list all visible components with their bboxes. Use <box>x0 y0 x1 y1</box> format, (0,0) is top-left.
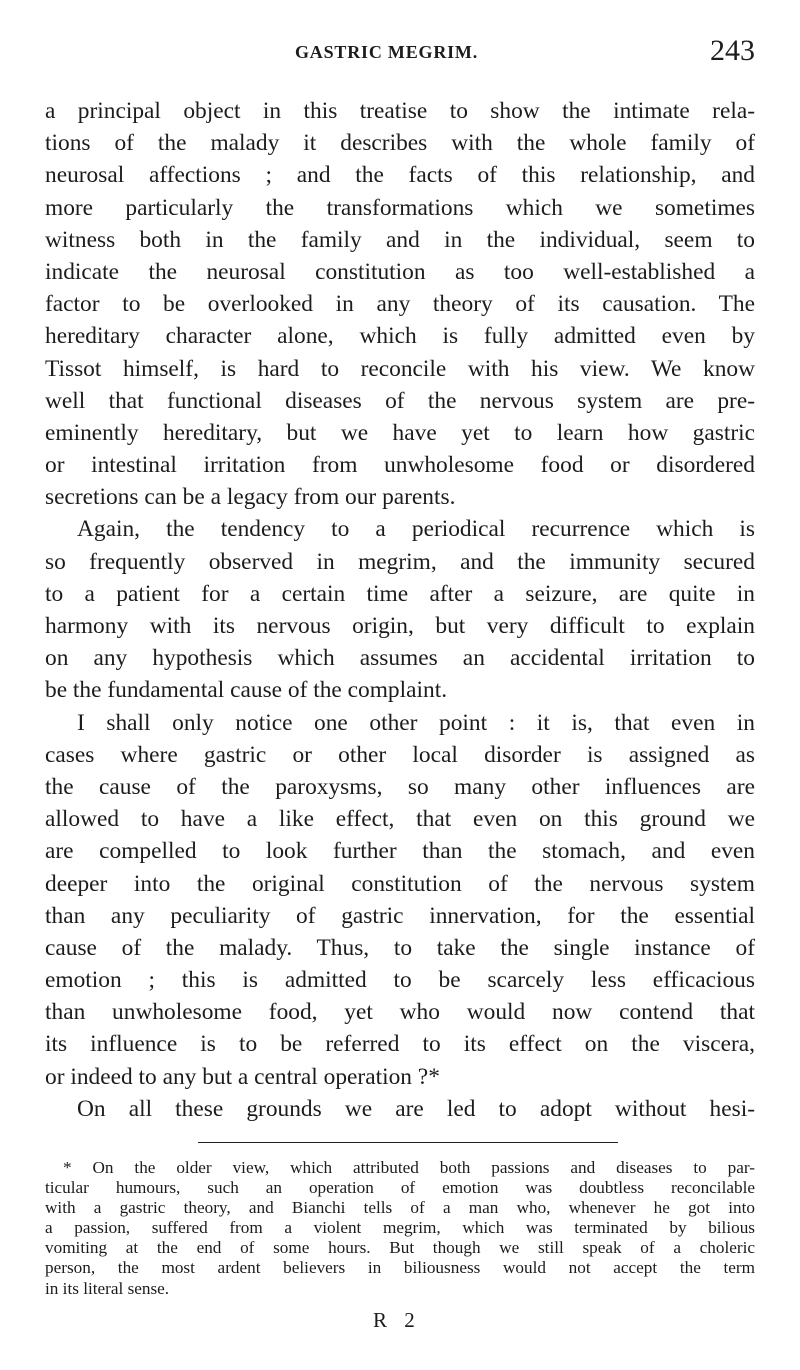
text-line: harmony with its nervous origin, but very difficult to explain <box>45 613 755 639</box>
text-line: or intestinal irritation from unwholesome food or disordered <box>45 452 755 479</box>
text-line: be the fundamental cause of the complaint. <box>45 677 448 704</box>
text-line: secretions can be a legacy from our parents. <box>45 484 456 511</box>
text-line: deeper into the original constitution of the nervous system <box>45 870 755 897</box>
footnote-line: person, the most ardent believers in biliousness would not accept the term <box>45 1258 755 1278</box>
text-line: cases where gastric or other local disorder is assigned as <box>45 741 755 768</box>
text-line: well that functional diseases of the nervous system are pre- <box>45 387 755 414</box>
footnote-line: ticular humours, such an operation of emotion was doubtless reconcilable <box>45 1178 755 1198</box>
footnote-line: * On the older view, which attributed both passions and diseases to par- <box>63 1158 755 1177</box>
running-head <box>45 34 755 74</box>
text-line: so frequently observed in megrim, and the immunity secured <box>45 548 755 575</box>
running-title: GASTRIC MEGRIM. <box>295 42 479 62</box>
text-line: eminently hereditary, but we have yet to learn how gastric <box>45 419 755 446</box>
text-line: allowed to have a like effect, that even on this ground we <box>45 806 755 833</box>
text-line: hereditary character alone, which is fully admitted even by <box>45 323 755 350</box>
text-line: Tissot himself, is hard to reconcile with his view. We know <box>45 355 755 382</box>
text-line: On all these grounds we are led to adopt without hesi- <box>77 1095 755 1122</box>
text-line: more particularly the transformations which we sometimes <box>45 194 755 221</box>
footnote-line: a passion, suffered from a violent megrim, which was terminated by bilious <box>45 1218 755 1238</box>
text-line: factor to be overlooked in any theory of its causation. The <box>45 291 755 318</box>
text-line: than any peculiarity of gastric innervation, for the essential <box>45 902 755 929</box>
footnote-line: in its literal sense. <box>45 1278 170 1298</box>
footnote-line: vomiting at the end of some hours. But though we still speak of a choleric <box>45 1238 755 1258</box>
text-line: than unwholesome food, yet who would now contend that <box>45 999 755 1026</box>
text-line: Again, the tendency to a periodical recurrence which is <box>77 516 755 543</box>
footnote <box>45 1158 755 1299</box>
text-line: tions of the malady it describes with the whole family of <box>45 130 755 157</box>
page-number: 243 <box>710 34 755 67</box>
text-line: or indeed to any but a central operation ?* <box>45 1063 440 1090</box>
text-line: on any hypothesis which assumes an accidental irritation to <box>45 645 755 672</box>
text-line: to a patient for a certain time after a seizure, are quite in <box>45 580 755 607</box>
text-line: cause of the malady. Thus, to take the single instance of <box>45 934 755 961</box>
text-line: emotion ; this is admitted to be scarcely less efficacious <box>45 967 755 994</box>
footnote-divider <box>198 1142 618 1143</box>
body-text <box>45 95 755 1125</box>
text-line: its influence is to be referred to its effect on the viscera, <box>45 1031 755 1058</box>
text-line: the cause of the paroxysms, so many other influences are <box>45 773 755 800</box>
signature-mark: R 2 <box>373 1308 421 1332</box>
text-line: I shall only notice one other point : it is, that even in <box>77 709 755 736</box>
text-line: are compelled to look further than the stomach, and even <box>45 838 755 865</box>
text-line: indicate the neurosal constitution as too well-established a <box>45 258 755 285</box>
footnote-line: with a gastric theory, and Bianchi tells of a man who, whenever he got into <box>45 1198 755 1218</box>
text-line: a principal object in this treatise to show the intimate rela- <box>45 98 755 124</box>
text-line: neurosal affections ; and the facts of this relationship, and <box>45 162 755 189</box>
text-line: witness both in the family and in the individual, seem to <box>45 226 755 253</box>
